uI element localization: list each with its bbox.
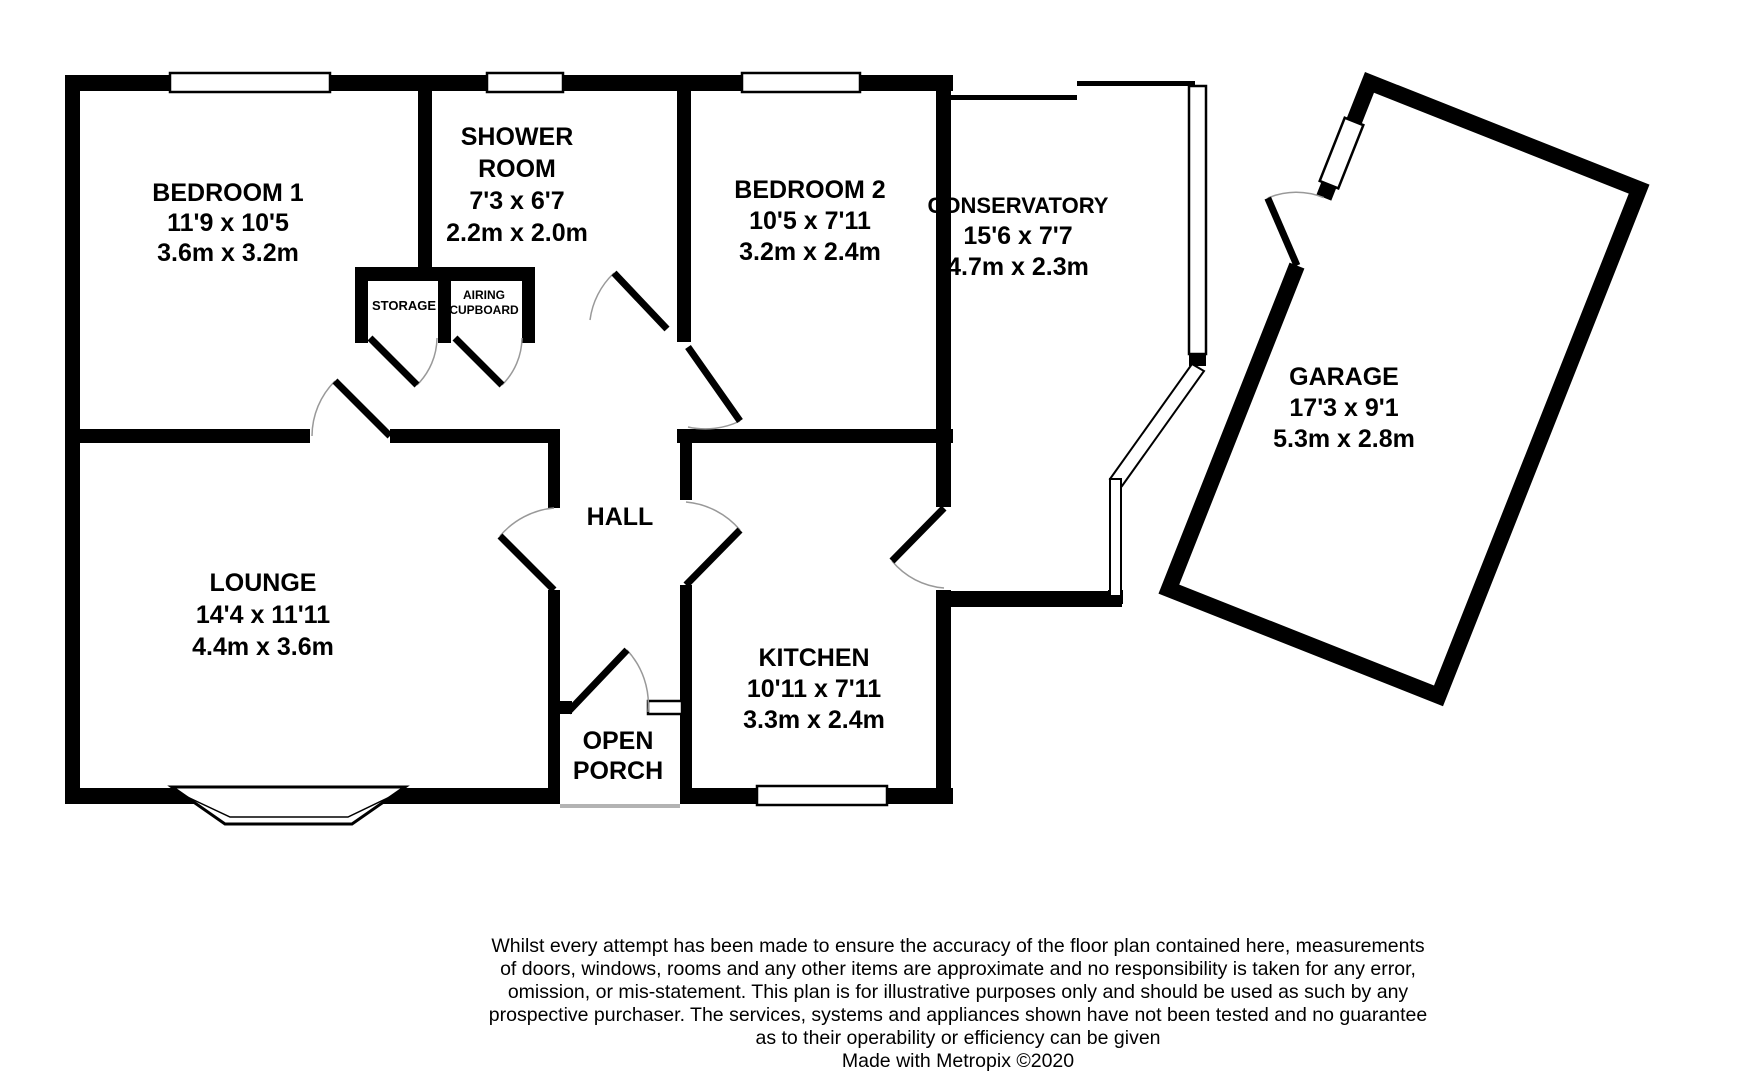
door-leaf <box>500 536 554 590</box>
door-arc <box>502 338 522 385</box>
metropix-credit: Made with Metropix ©2020 <box>841 1050 1075 1072</box>
wall-lounge-right-stub <box>548 443 560 508</box>
door-bedroom1 <box>312 381 390 436</box>
room-name: AIRING <box>463 288 505 302</box>
wall-cupboard-top <box>355 267 535 281</box>
room-dims-metric: 3.2m x 2.4m <box>739 238 881 266</box>
wall-conservatory-top-a <box>951 95 1077 100</box>
room-airing-cupboard <box>449 288 519 317</box>
door-shower-room <box>590 273 667 329</box>
room-name: KITCHEN <box>758 644 870 672</box>
door-arc <box>312 381 335 436</box>
room-name: GARAGE <box>1289 363 1399 391</box>
room-name-line2: PORCH <box>572 757 664 785</box>
room-name: LOUNGE <box>209 569 317 597</box>
door-arc <box>686 502 740 530</box>
room-dims-metric: 2.2m x 2.0m <box>446 219 588 247</box>
window-shower <box>487 73 563 92</box>
conservatory-glazing-upper <box>1189 86 1206 354</box>
room-garage <box>1273 363 1415 453</box>
room-dims-imperial: 10'11 x 7'11 <box>746 675 882 703</box>
wall-kitchen-left-lower <box>680 585 692 788</box>
window-kitchen <box>757 786 887 805</box>
window-bedroom2 <box>742 73 860 92</box>
door-leaf <box>455 338 502 385</box>
door-lounge <box>500 508 554 590</box>
conservatory-glazing-lower <box>1110 479 1121 596</box>
room-dims-metric: 5.3m x 2.8m <box>1273 425 1415 453</box>
garage-outline <box>1169 82 1639 695</box>
disclaimer-line-1: Whilst every attempt has been made to ensure the accuracy of the floor plan contained here, measurements <box>491 935 1425 957</box>
door-leaf <box>335 381 390 436</box>
room-dims-imperial: 14'4 x 11'11 <box>195 601 331 629</box>
door-airing-cupboard <box>455 338 522 385</box>
room-hall <box>587 503 654 531</box>
disclaimer-line-4: prospective purchaser. The services, systems and appliances shown have not been tested and no guarantee <box>488 1004 1428 1026</box>
door-front-porch <box>568 650 648 712</box>
wall-lounge-right-lower <box>548 590 560 788</box>
room-dims-metric: 4.7m x 2.3m <box>947 253 1089 281</box>
door-arc <box>590 273 614 320</box>
room-bedroom1 <box>152 179 304 267</box>
room-porch <box>573 727 663 785</box>
room-name: HALL <box>586 503 654 531</box>
room-name-line2: CUPBOARD <box>449 303 519 317</box>
room-name: CONSERVATORY <box>927 193 1109 218</box>
door-leaf <box>686 530 740 585</box>
door-leaf <box>614 273 667 329</box>
disclaimer-line-2: of doors, windows, rooms and any other items are approximate and no responsibility is taken for any error, <box>500 958 1416 980</box>
room-dims-imperial: 15'6 x 7'7 <box>963 222 1073 250</box>
door-arc <box>688 421 740 429</box>
room-kitchen <box>743 644 885 734</box>
room-name: BEDROOM 2 <box>734 176 886 204</box>
wall-cupboard-stub-left <box>355 281 368 343</box>
room-conservatory <box>928 193 1109 281</box>
wall-kitchen-left-stub <box>680 443 692 500</box>
wall-shower-bed2-divider <box>677 88 691 342</box>
door-leaf <box>892 508 944 561</box>
room-name: STORAGE <box>371 298 437 313</box>
wall-bed2-bottom <box>677 429 953 443</box>
footer <box>489 935 1427 1072</box>
room-dims-imperial: 7'3 x 6'7 <box>469 187 565 215</box>
wall-bed1-lounge-left <box>65 429 310 443</box>
door-arc <box>892 561 944 588</box>
door-arc <box>417 338 437 385</box>
room-dims-imperial: 17'3 x 9'1 <box>1289 394 1399 422</box>
room-bedroom2 <box>734 176 885 266</box>
room-dims-imperial: 11'9 x 10'5 <box>167 209 289 237</box>
wall-bed1-lounge-right <box>390 429 560 443</box>
door-leaf <box>370 338 417 385</box>
room-dims-metric: 4.4m x 3.6m <box>192 633 334 661</box>
door-leaf <box>688 347 740 421</box>
room-dims-metric: 3.6m x 3.2m <box>157 239 299 267</box>
room-storage <box>372 298 436 313</box>
door-bedroom2 <box>688 347 740 429</box>
room-name: BEDROOM 1 <box>152 179 304 207</box>
room-name-line2: ROOM <box>478 155 556 183</box>
room-shower <box>446 123 588 247</box>
wall-right-column-upper <box>936 88 951 507</box>
room-name: SHOWER <box>460 123 574 151</box>
door-arc <box>500 508 554 536</box>
door-leaf <box>568 650 627 712</box>
door-kitchen-conservatory <box>892 508 944 588</box>
door-arc <box>627 650 648 712</box>
wall-right-column-lower <box>936 590 951 804</box>
door-kitchen <box>686 502 740 585</box>
porch-open-line <box>560 804 680 808</box>
room-lounge <box>192 569 334 661</box>
door-storage <box>370 338 437 385</box>
wall-conservatory-top-b <box>1077 81 1195 86</box>
window-bedroom1 <box>170 73 330 92</box>
room-dims-metric: 3.3m x 2.4m <box>743 706 885 734</box>
porch-threshold <box>648 701 682 714</box>
wall-bed1-shower-divider <box>418 88 432 268</box>
room-dims-imperial: 10'5 x 7'11 <box>749 207 871 235</box>
disclaimer-line-3: omission, or mis-statement. This plan is for illustrative purposes only and should be used as such by any <box>507 981 1409 1003</box>
room-name: OPEN <box>582 727 654 755</box>
wall-cupboard-stub-right <box>522 281 535 343</box>
disclaimer-line-5: as to their operability or efficiency can be given <box>755 1027 1161 1049</box>
wall-conservatory-bottom <box>936 591 1122 607</box>
conservatory-glazing-diagonal <box>1110 364 1204 486</box>
